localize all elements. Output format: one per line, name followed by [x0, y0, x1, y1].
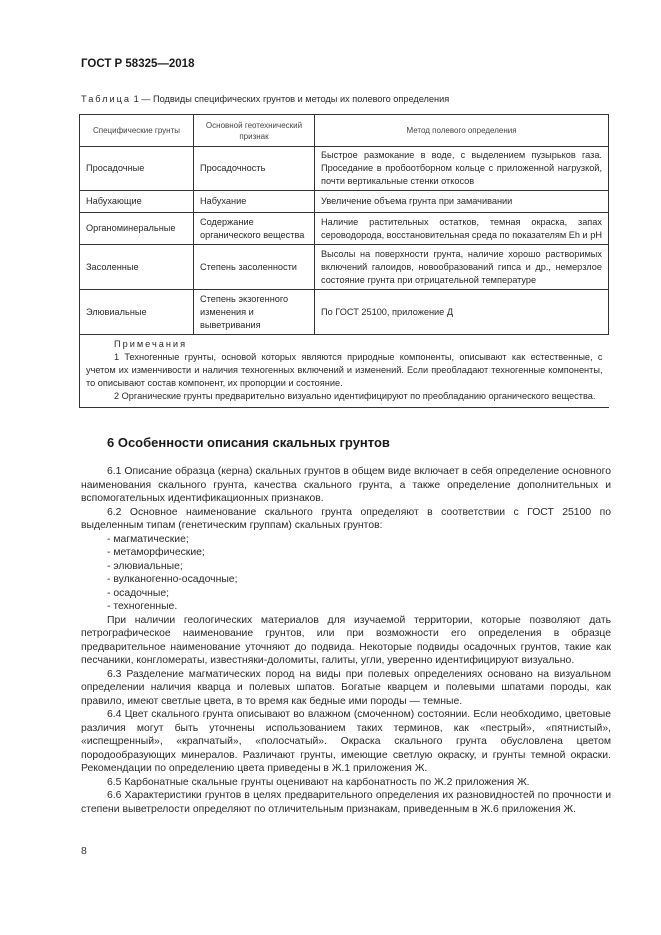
section-body	[81, 465, 611, 816]
list-item: - магматические;	[107, 533, 611, 547]
paragraph-6-2: 6.2 Основное наименование скального грунта определяют в соответствии с ГОСТ 25100 по выделенным типам (генетическим группам) скальных грунтов:	[81, 506, 611, 531]
table-notes	[80, 335, 609, 408]
table-row	[80, 290, 609, 335]
genetic-groups-list	[81, 533, 611, 614]
cell-feature: Набухание	[194, 191, 315, 213]
column-header-method: Метод полевого определения	[315, 115, 609, 147]
list-item: - метаморфические;	[107, 546, 611, 560]
table-row	[80, 191, 609, 213]
paragraph-geological-materials: При наличии геологических материалов для изучаемой территории, которые позволяют дать петрографическое наименование грунтов, или при возможности его определения в образце предварительное наименование уточняют до подвида. Некоторые подвиды осадочных грунтов, такие как песчаники, конгломераты, известняки-доломиты, галиты, угли, уверенно идентифицируют визуально.	[81, 614, 611, 666]
list-item: - вулканогенно-осадочные;	[107, 573, 611, 587]
table-caption-label: Таблица	[81, 94, 132, 104]
cell-feature: Просадочность	[194, 147, 315, 191]
note-1: 1 Техногенные грунты, основой которых являются природные компоненты, описывают как естественные, с учетом их изменчивости и наличия техногенных включений и изменений. Если преобладают техногенные компоненты, то описывают состав компонент, их пропорции и состояние.	[86, 352, 603, 388]
section-title: 6 Особенности описания скальных грунтов	[107, 435, 390, 450]
cell-soil: Элювиальные	[80, 290, 194, 335]
cell-soil: Просадочные	[80, 147, 194, 191]
cell-feature: Степень засоленности	[194, 245, 315, 290]
cell-soil: Набухающие	[80, 191, 194, 213]
cell-method: Высолы на поверхности грунта, наличие хорошо растворимых включений галоидов, новообразований гипса и др., немерзлое состояние грунта при отрицательной температуре	[315, 245, 609, 290]
cell-method: Увеличение объема грунта при замачивании	[315, 191, 609, 213]
paragraph-6-1: 6.1 Описание образца (керна) скальных грунтов в общем виде включает в себя определение основного наименования скального грунта, качества скального грунта, а также определение дополнительных и вспомогательных идентификационных признаков.	[81, 466, 611, 504]
table-caption-text: 1 — Подвиды специфических грунтов и методы их полевого определения	[131, 94, 450, 104]
specific-soils-table	[79, 114, 609, 408]
cell-feature: Степень экзогенного изменения и выветривания	[194, 290, 315, 335]
column-header-feature: Основной геотехнический признак	[194, 115, 315, 147]
table-row	[80, 147, 609, 191]
paragraph-6-6: 6.6 Характеристики грунтов в целях предварительного определения их разновидностей по прочности и степени выветрелости определяют по отличительным признакам, приведенным в Ж.6 приложения Ж.	[81, 790, 611, 815]
cell-soil: Органоминеральные	[80, 213, 194, 245]
table-header-row	[80, 115, 609, 147]
table-row	[80, 213, 609, 245]
paragraph-6-4: 6.4 Цвет скального грунта описывают во влажном (смоченном) состоянии. Если необходимо, цветовые различия могут быть уточнены использованием таких терминов, как «пестрый», «пятнистый», «испещренный», «крапчатый», «полосчатый». Окраска скального грунта обусловлена цветом породообразующих минералов. Различают грунты, имеющие светлую окраску, и грунты темной окраски. Рекомендации по определению цвета приведены в Ж.1 приложения Ж.	[81, 709, 611, 774]
list-item: - техногенные.	[107, 600, 611, 614]
paragraph-6-3: 6.3 Разделение магматических пород на виды при полевых определениях основано на визуальном определении наличия кварца и полевых шпатов. Богатые кварцем и полевыми шпатами породы, как правило, имеют светлые цвета, в то время как бедные ими породы — темные.	[81, 668, 611, 707]
column-header-soils: Специфические грунты	[80, 115, 194, 147]
document-code-header: ГОСТ Р 58325—2018	[81, 58, 195, 70]
list-item: - осадочные;	[107, 587, 611, 601]
cell-method: Наличие растительных остатков, темная окраска, запах сероводорода, восстановительная среда по показателям Eh и pH	[315, 213, 609, 245]
notes-title: Примечания	[114, 339, 188, 349]
table-row	[80, 245, 609, 290]
cell-method: Быстрое размокание в воде, с выделением пузырьков газа. Проседание в пробоотборном кольце с приложенной нагрузкой, почти вертикальные стенки откосов	[315, 147, 609, 191]
page-number: 8	[81, 845, 87, 857]
table-notes-row	[80, 335, 609, 408]
cell-feature: Содержание органического вещества	[194, 213, 315, 245]
list-item: - элювиальные;	[107, 560, 611, 574]
note-2: 2 Органические грунты предварительно визуально идентифицируют по преобладанию органического вещества.	[114, 391, 596, 401]
table-caption	[81, 94, 449, 104]
cell-method: По ГОСТ 25100, приложение Д	[315, 290, 609, 335]
paragraph-6-5: 6.5 Карбонатные скальные грунты оценивают на карбонатность по Ж.2 приложения Ж.	[107, 776, 530, 788]
cell-soil: Засоленные	[80, 245, 194, 290]
